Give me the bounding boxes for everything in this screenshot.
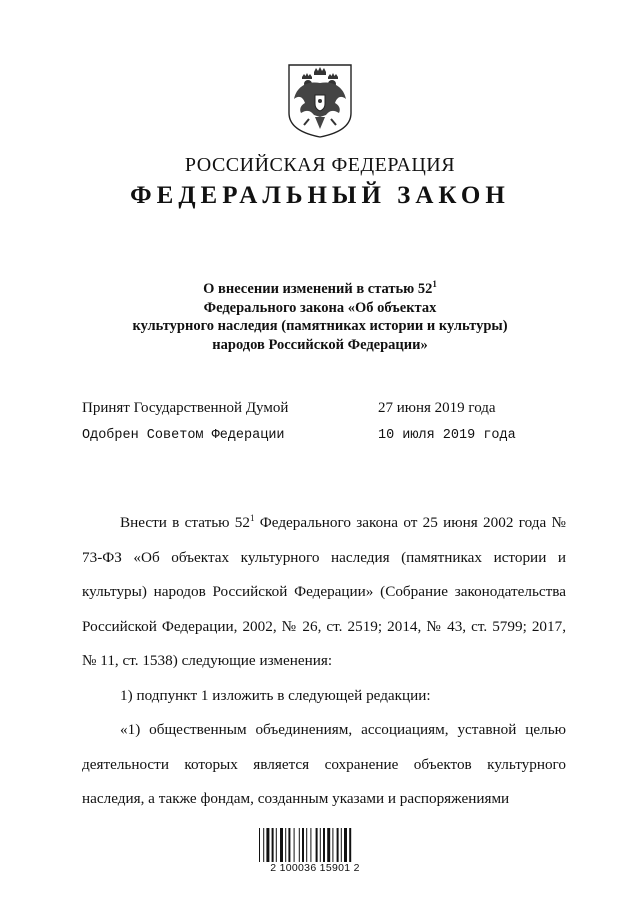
barcode-image: [257, 828, 372, 883]
superscript: 1: [249, 513, 255, 523]
council-label: Одобрен Советом Федерации: [82, 428, 285, 443]
adoption-duma-row: [82, 400, 562, 428]
document-type-heading: ФЕДЕРАЛЬНЫЙ ЗАКОН: [130, 182, 510, 209]
country-heading: РОССИЙСКАЯ ФЕДЕРАЦИЯ: [184, 154, 456, 176]
law-title-line-4: народов Российской Федерации»: [212, 336, 428, 353]
coat-of-arms-emblem: [287, 63, 353, 139]
law-title-line-3: культурного наследия (памятниках истории и культуры): [132, 318, 508, 334]
body-paragraph-2: 1) подпункт 1 изложить в следующей редакции:: [120, 686, 431, 704]
body-paragraph-1: Внести в статью $52^1$ Федерального закона от 25 июня 2002 года № 73-ФЗ «Об объектах культурного наследия (памятниках истории и культуры) народов Российской Федерации» (Собрание законодательства Российской Федерации, 2002, № 26, ст. 2519; 2014, № 43, ст. 5799; 2017, № 11, ст. 1538) следующие изменения:: [82, 513, 567, 669]
barcode-number: 2 100036 15901 2: [270, 862, 360, 874]
law-body: [82, 506, 566, 817]
law-title: [0, 280, 640, 354]
law-title-line-1: О внесении изменений в статью $52^1$: [203, 279, 437, 297]
body-paragraph-3: «1) общественным объединениям, ассоциациям, уставной целью деятельности которых является сохранение объектов культурного наследия, а также фондам, созданным указами и распоряжениями: [82, 721, 566, 807]
council-date: 10 июля 2019 года: [378, 428, 516, 443]
adoption-block: [82, 400, 562, 456]
duma-date: 27 июня 2019 года: [378, 400, 496, 416]
adoption-council-row: [82, 428, 562, 456]
duma-label: Принят Государственной Думой: [82, 400, 289, 416]
superscript: 1: [432, 279, 437, 289]
law-title-line-2: Федерального закона «Об объектах: [203, 299, 437, 316]
